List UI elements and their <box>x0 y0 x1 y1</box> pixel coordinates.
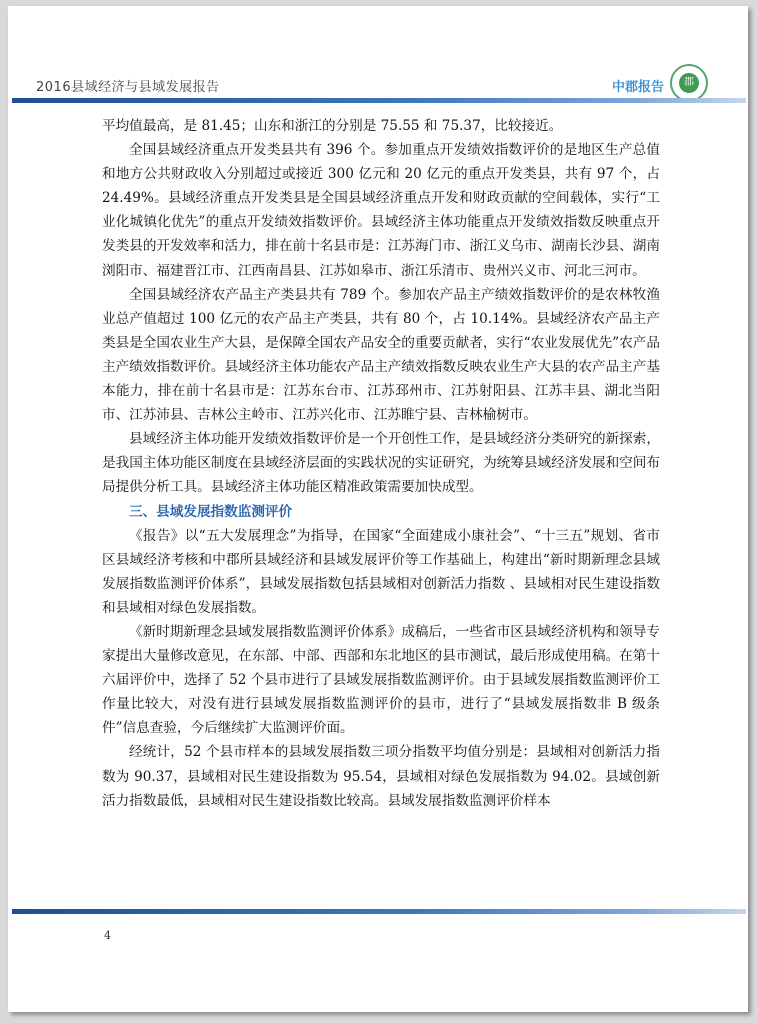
section-heading: 三、县域发展指数监测评价 <box>129 503 293 520</box>
logo-glyph: 郡 <box>679 73 699 93</box>
page-number: 4 <box>104 929 111 942</box>
paragraph: 经统计，52 个县市样本的县域发展指数三项分指数平均值分别是：县域相对创新活力指数为 90.37，县域相对民生建设指数为 95.54，县域相对绿色发展指数为 94.02。县域创新活力指数最低，县域相对民生建设指数比较高。县域发展指数监测评价样本 <box>102 744 660 809</box>
body-text <box>102 114 660 813</box>
paragraph: 《报告》以“五大发展理念”为指导，在国家“全面建成小康社会”、“十三五”规划、省市区县域经济考核和中郡所县域经济和县域发展评价等工作基础上，构建出“新时期新理念县域发展指数监测评价体系”，县域发展指数包括县域相对创新活力指数 、县域相对民生建设指数和县域相对绿色发展指数。 <box>102 527 660 616</box>
running-header-brand: 中郡报告 <box>612 80 665 95</box>
paragraph: 县域经济主体功能开发绩效指数评价是一个开创性工作，是县域经济分类研究的新探索，是我国主体功能区制度在县域经济层面的实践状况的实证研究，为统筹县域经济发展和空间布局提供分析工具。县域经济主体功能区精准政策需要加快成型。 <box>102 431 660 496</box>
document-page <box>8 6 748 1012</box>
header-rule <box>12 98 746 103</box>
footer-rule <box>12 909 746 914</box>
paragraph: 全国县域经济农产品主产类县共有 789 个。参加农产品主产绩效指数评价的是农林牧渔业总产值超过 100 亿元的农产品主产类县，共有 80 个，占 10.14%。县域经济农产品主产类县是全国农业生产大县，是保障全国农产品安全的重要贡献者，实行“农业发展优先”农产品主产绩效指数评价。县域经济主体功能农产品主产绩效指数反映农业生产大县的农产品主产基本能力，排在前十名县市是：江苏东台市、江苏邳州市、江苏射阳县、江苏丰县、湖北当阳市、江苏沛县、吉林公主岭市、江苏兴化市、江苏睢宁县、吉林榆树市。 <box>102 286 660 424</box>
paragraph: 全国县域经济重点开发类县共有 396 个。参加重点开发绩效指数评价的是地区生产总值和地方公共财政收入分别超过或接近 300 亿元和 20 亿元的重点开发类县，共有 97 个，占 24.49%。县域经济重点开发类县是全国县域经济重点开发和财政贡献的空间载体，实行“工业化城镇化优先”的重点开发绩效指数评价。县域经济主体功能重点开发绩效指数反映重点开发类县的开发效率和活力，排在前十名县市是：江苏海门市、浙江义乌市、湖南长沙县、湖南浏阳市、福建晋江市、江西南昌县、江苏如皋市、浙江乐清市、贵州兴义市、河北三河市。 <box>102 142 660 279</box>
brand-logo-icon <box>670 64 708 102</box>
paragraph: 《新时期新理念县域发展指数监测评价体系》成稿后，一些省市区县域经济机构和领导专家提出大量修改意见，在东部、中部、西部和东北地区的县市测试，最后形成使用稿。在第十六届评价中，选择了 52 个县市进行了县域发展指数监测评价。由于县域发展指数监测评价工作量比较大，对没有进行县域发展指数监测评价的县市，进行了“县域发展指数非 B 级条件”信息查验，今后继续扩大监测评价面。 <box>102 623 660 737</box>
paragraph: 平均值最高，是 81.45；山东和浙江的分别是 75.55 和 75.37，比较接近。 <box>102 118 563 134</box>
running-header-title: 2016县域经济与县域发展报告 <box>36 80 220 95</box>
